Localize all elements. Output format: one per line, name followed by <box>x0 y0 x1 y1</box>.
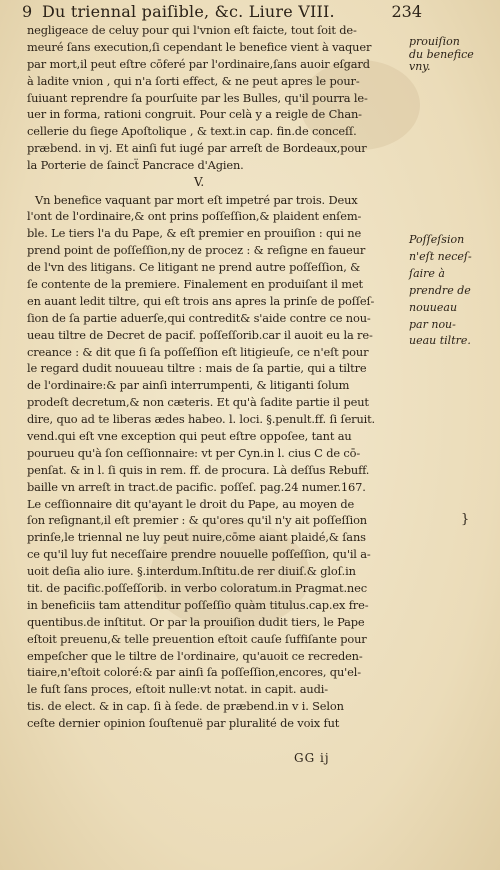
text-line: creance : & dit que ſi ſa poſſeſſion eſt litigieuſe, ce n'eſt pour <box>27 344 369 359</box>
text-line: ſon reſignant,il eſt premier : & qu'ores qu'il n'y ait poſſeſſion <box>27 513 367 528</box>
margin-note-line: prendre de <box>409 283 471 297</box>
page-number-left: 9 <box>22 2 33 21</box>
text-line: uer in forma, rationi congruit. Pour celà y a reigle de Chan- <box>27 107 362 122</box>
text-line: de l'vn des litigans. Ce litigant ne prend autre poſſeſſion, & <box>27 260 361 275</box>
text-line: tiaire,n'eſtoit coloré:& par ainſi ſa poſſeſſion,encores, qu'el- <box>27 665 361 680</box>
text-line: prodeſt decretum,& non cæteris. Et qu'à ſadite partie il peut <box>27 395 369 410</box>
margin-note-line: Poſſeſsion <box>409 233 465 246</box>
margin-note-2 <box>409 232 497 350</box>
text-line: uoit deſia alio iure. §.interdum.Inſtitu.de rer diuiſ.& gloſ.in <box>27 564 356 579</box>
text-line: dire, quo ad te liberas ædes habeo. l. loci. §.penult.ff. ſi ſeruit. <box>27 412 376 427</box>
text-line: Le ceſſionnaire dit qu'ayant le droit du Pape, au moyen de <box>27 496 355 511</box>
text-line: le regard dudit nouueau tiltre : mais de ſa partie, qui a tiltre <box>27 361 367 376</box>
text-line: ſe contente de la premiere. Finalement en produiſant il met <box>27 276 363 291</box>
margin-note-line: ſaire à <box>409 266 445 280</box>
running-header <box>22 2 422 24</box>
margin-note-line: par nou- <box>409 317 456 331</box>
section-heading: V. <box>193 175 205 190</box>
paragraph-2 <box>27 192 405 733</box>
text-line: ceſte dernier opinion ſouſtenuë par pluralité de voix fut <box>27 716 340 731</box>
text-line: præbend. in vj. Et ainſi fut iugé par arreſt de Bordeaux,pour <box>27 141 367 156</box>
text-line: tis. de elect. & in cap. ſi à ſede. de præbend.in v i. Selon <box>27 699 344 714</box>
text-line: le fuſt ſans proces, eſtoit nulle:vt notat. in capit. audi- <box>27 682 328 697</box>
text-line: ſion de ſa partie aduerſe,qui contredit& s'aide contre ce nou- <box>27 310 371 325</box>
main-text-block <box>27 22 405 732</box>
margin-note-line: prouiſion <box>409 35 460 48</box>
text-line: en auant ledit tiltre, qui eſt trois ans apres la prinſe de poſſeſ- <box>27 293 375 308</box>
text-line: pourueu qu'à ſon ceſſionnaire: vt per Cyn.in l. cius C de cō- <box>27 445 361 460</box>
text-line: in beneficiis tam attenditur poſſeſſio quàm titulus.cap.ex fre- <box>27 597 369 612</box>
text-line: tit. de pacific.poſſeſſorib. in verbo coloratum.in Pragmat.nec <box>27 581 367 595</box>
margin-note-line: ueau tiltre. <box>409 334 471 348</box>
margin-note-line: du benefice <box>409 47 474 61</box>
text-line: à ladite vnion , qui n'a ſorti effect, & ne peut apres le pour- <box>27 73 360 88</box>
text-line: cellerie du ſiege Apoſtolique , & text.in cap. fin.de conceſſ. <box>27 124 357 139</box>
text-line: prinſe,le triennal ne luy peut nuire,cōme aiant plaidé,& ſans <box>27 530 366 545</box>
margin-bracket-mark: } <box>461 512 470 527</box>
text-line: l'ont de l'ordinaire,& ont prins poſſeſſion,& plaident enſem- <box>27 209 362 224</box>
text-line: penſat. & in l. ſi quis in rem. ff. de procura. Là deſſus Rebuff. <box>27 462 370 477</box>
text-line: baille vn arreſt in tract.de pacific. poſſeſ. pag.24 numer.167. <box>27 479 366 494</box>
text-line: de l'ordinaire:& par ainſi interrumpenti, & litiganti ſolum <box>27 378 350 393</box>
text-line: meuré ſans execution,ſi cependant le benefice vient à vaquer <box>27 39 372 54</box>
text-line: ce qu'il luy fut neceſſaire prendre nouuelle poſſeſſion, qu'il a- <box>27 547 371 562</box>
text-line: quentibus.de inſtitut. Or par la prouiſion dudit tiers, le Pape <box>27 614 365 629</box>
text-line: prend point de poſſeſſion,ny de procez : & reſigne en faueur <box>27 243 366 258</box>
page-number-right: 234 <box>391 2 422 21</box>
text-line: Vn benefice vaquant par mort eſt impetré par trois. Deux <box>35 192 358 207</box>
text-line: la Porterie de ſaincẗ Pancrace d'Agien. <box>27 158 244 173</box>
margin-note-1 <box>409 36 497 74</box>
text-line: ſuiuant reprendre ſa pourſuite par les Bulles, qu'il pourra le- <box>27 90 368 105</box>
text-line: empeſcher que le tiltre de l'ordinaire, qu'auoit ce recreden- <box>27 648 363 663</box>
text-line: ble. Le tiers l'a du Pape, & eſt premier en prouiſion : qui ne <box>27 226 362 241</box>
text-line: vend.qui eſt vne exception qui peut eſtre oppoſee, tant au <box>27 428 352 443</box>
margin-note-line: n'eſt neceſ- <box>409 249 472 263</box>
margin-note-line: vny. <box>409 60 431 74</box>
margin-note-line: nouueau <box>409 300 458 314</box>
text-line: par mort,il peut eſtre cōferé par l'ordinaire,ſans auoir eſgard <box>27 56 370 71</box>
signature-mark: GG ij <box>294 751 330 765</box>
paragraph-1 <box>27 22 405 174</box>
text-line: ueau tiltre de Decret de pacif. poſſeſſorib.car il auoit eu la re- <box>27 327 373 342</box>
running-title: Du triennal paiſible, &c. Liure VIII. <box>42 2 335 21</box>
text-line: eſtoit preuenu,& telle preuention eſtoit cauſe ſuffiſante pour <box>27 631 367 646</box>
text-line: negligeace de celuy pour qui l'vnion eſt faicte, tout ſoit de- <box>27 23 357 37</box>
